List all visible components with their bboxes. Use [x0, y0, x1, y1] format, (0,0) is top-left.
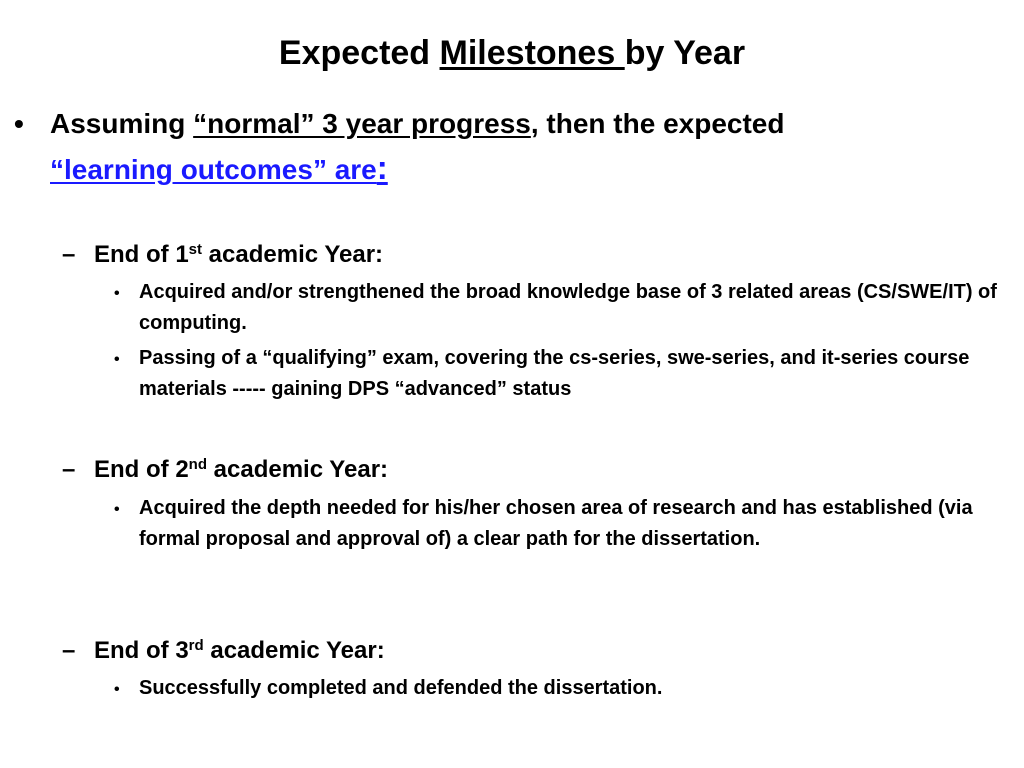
title-underlined: Milestones — [439, 34, 625, 72]
section-heading-tail: academic Year: — [203, 637, 385, 664]
item-bullet: • — [114, 351, 120, 368]
section-heading-lead: End of 3 — [94, 637, 189, 664]
learning-outcomes-link[interactable]: “learning outcomes” are — [50, 154, 377, 185]
main-mid: , then the expected — [530, 108, 785, 139]
item-bullet: • — [114, 681, 120, 698]
section-dash: – — [62, 456, 76, 483]
learning-outcomes-colon: : — [376, 149, 388, 186]
item-bullet: • — [114, 285, 120, 302]
section-heading-tail: academic Year: — [202, 241, 384, 268]
section-heading — [94, 240, 383, 270]
list-item: Successfully completed and defended the dissertation. — [139, 677, 663, 699]
section-heading-lead: End of 2 — [94, 456, 189, 483]
section-heading-sup: nd — [188, 456, 207, 473]
main-pre: Assuming — [50, 108, 194, 139]
section-heading-lead: End of 1 — [94, 241, 189, 268]
section-heading — [94, 636, 385, 666]
section-dash: – — [62, 241, 76, 268]
section-heading-tail: academic Year: — [207, 456, 389, 483]
section-dash: – — [62, 637, 76, 664]
title-post: by Year — [624, 34, 746, 72]
section-heading-sup: st — [188, 241, 203, 258]
main-bullet: • — [14, 108, 24, 139]
title-pre: Expected — [278, 34, 440, 72]
main-underlined: “normal” 3 year progress — [193, 108, 531, 139]
list-item: Passing of a “qualifying” exam, covering the cs-series, swe-series, and it-series course materials ----- gaining DPS “advanced” status — [139, 347, 970, 400]
list-item: Acquired the depth needed for his/her chosen area of research and has established (via formal proposal and approval of) a clear path for the dissertation. — [139, 497, 973, 550]
list-item: Acquired and/or strengthened the broad knowledge base of 3 related areas (CS/SWE/IT) of computing. — [139, 281, 997, 334]
main-point — [50, 102, 1010, 192]
section-heading — [94, 455, 388, 485]
slide-title — [0, 30, 1024, 76]
section-heading-sup: rd — [188, 637, 204, 654]
item-bullet: • — [114, 501, 120, 518]
